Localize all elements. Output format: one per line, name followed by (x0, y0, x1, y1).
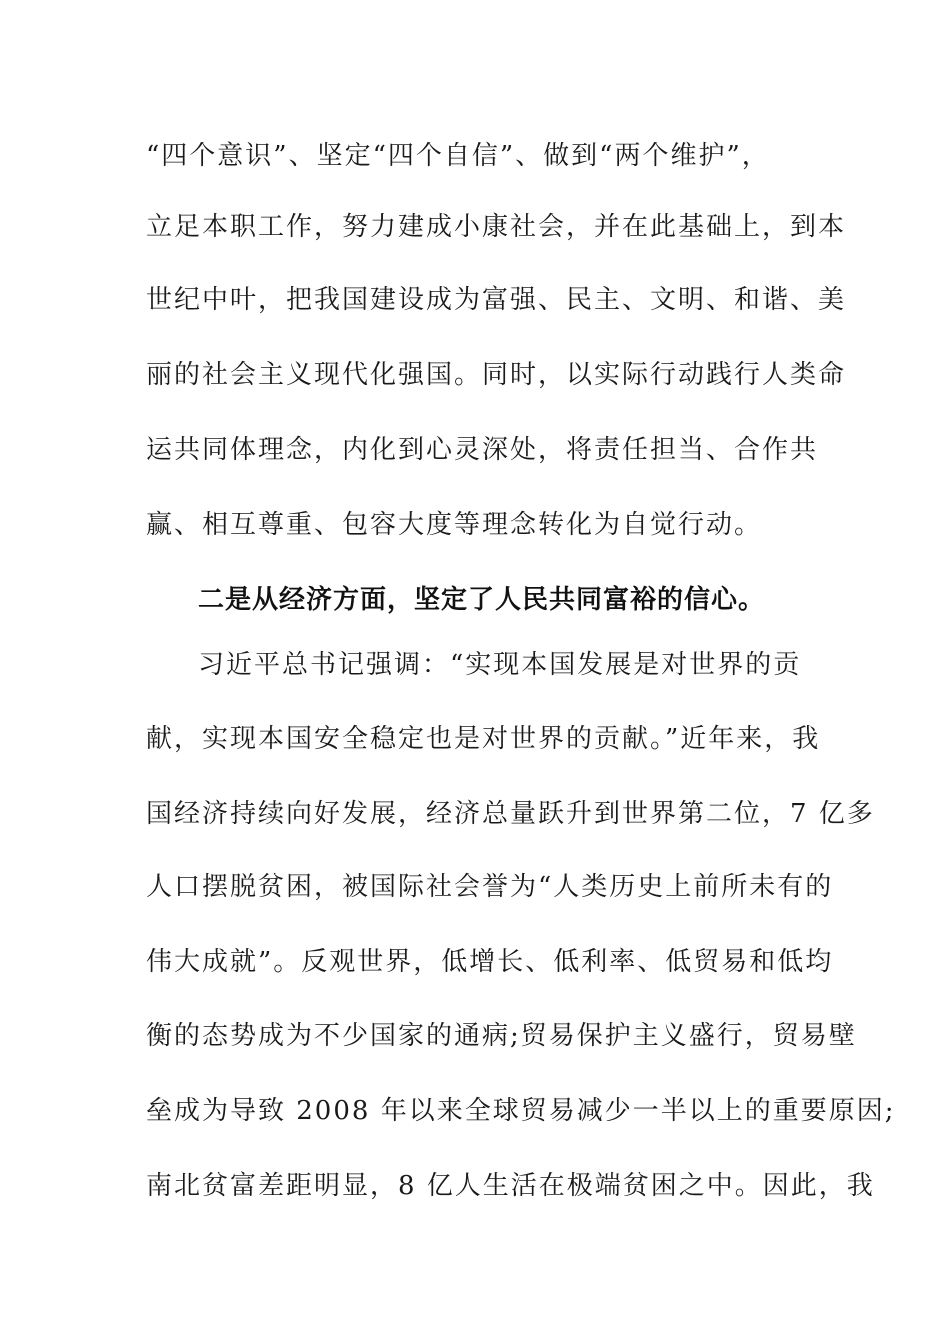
paragraph-line-3: 世纪中叶，把我国建设成为富强、民主、文明、和谐、美 (146, 285, 847, 315)
section-heading: 二是从经济方面，坚定了人民共同富裕的信心。 (198, 585, 766, 615)
paragraph-line-14: 南北贫富差距明显，8 亿人生活在极端贫困之中。因此，我 (146, 1171, 875, 1201)
paragraph-line-12: 衡的态势成为不少国家的通病;贸易保护主义盛行，贸易壁 (146, 1021, 857, 1051)
paragraph-line-9: 国经济持续向好发展，经济总量跃升到世界第二位，7 亿多 (146, 799, 875, 829)
paragraph-line-7: 习近平总书记强调：“实现本国发展是对世界的贡 (198, 650, 802, 680)
paragraph-line-2: 立足本职工作，努力建成小康社会，并在此基础上，到本 (146, 212, 847, 242)
paragraph-line-1: “四个意识”、坚定“四个自信”、做到“两个维护”， (146, 141, 770, 171)
paragraph-line-11: 伟大成就”。反观世界，低增长、低利率、低贸易和低均 (146, 947, 834, 977)
paragraph-line-6: 赢、相互尊重、包容大度等理念转化为自觉行动。 (146, 510, 763, 540)
paragraph-line-10: 人口摆脱贫困，被国际社会誉为“人类历史上前所未有的 (146, 872, 834, 902)
paragraph-line-4: 丽的社会主义现代化强国。同时，以实际行动践行人类命 (146, 360, 847, 390)
paragraph-line-5: 运共同体理念，内化到心灵深处，将责任担当、合作共 (146, 435, 819, 465)
paragraph-line-13: 垒成为导致 2008 年以来全球贸易减少一半以上的重要原因; (146, 1096, 896, 1126)
paragraph-line-8: 献，实现本国安全稳定也是对世界的贡献。”近年来，我 (146, 724, 821, 754)
